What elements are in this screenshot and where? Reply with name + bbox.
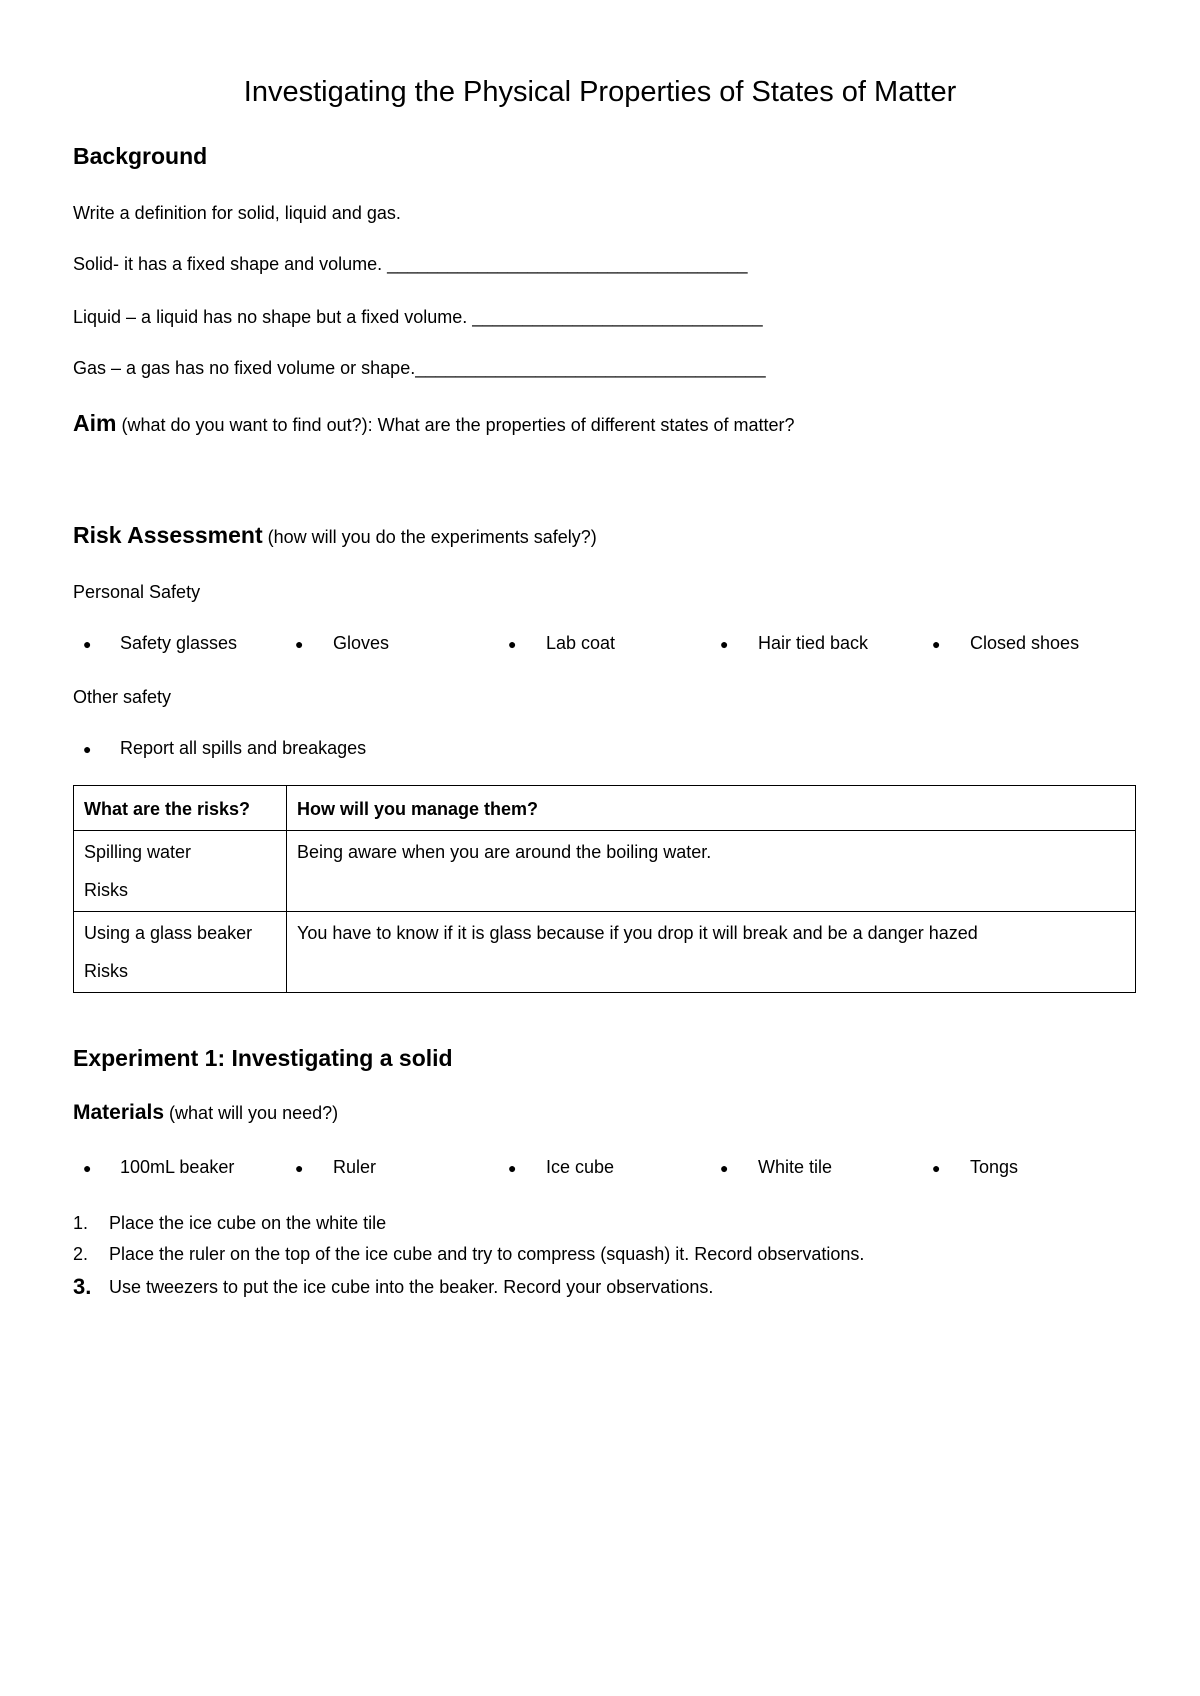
materials-heading-line bbox=[73, 1101, 338, 1125]
gas-definition: Gas – a gas has no fixed volume or shape.___________________________________ bbox=[73, 358, 766, 378]
materials-subheading: (what will you need?) bbox=[164, 1103, 339, 1123]
list-item: Ice cube bbox=[546, 1157, 615, 1177]
personal-safety-label: Personal Safety bbox=[73, 582, 201, 602]
risk-table bbox=[73, 785, 1136, 993]
table-header-risks: What are the risks? bbox=[74, 786, 287, 831]
experiment1-heading: Experiment 1: Investigating a solid bbox=[73, 1045, 453, 1071]
list-item: Lab coat bbox=[546, 633, 616, 653]
risk-label: Risks bbox=[84, 880, 128, 900]
table-row bbox=[74, 912, 1136, 993]
risk-name: Spilling water bbox=[84, 842, 192, 862]
list-item: Report all spills and breakages bbox=[120, 738, 367, 758]
bullet-icon: ● bbox=[720, 1160, 729, 1176]
manage-cell: Being aware when you are around the boiling water. bbox=[287, 831, 1136, 912]
bullet-icon: ● bbox=[83, 1160, 92, 1176]
risk-cell bbox=[74, 831, 287, 912]
materials-heading: Materials bbox=[73, 1101, 165, 1124]
bullet-icon: ● bbox=[720, 636, 729, 652]
step-number: 2. bbox=[73, 1244, 89, 1264]
list-item: Safety glasses bbox=[120, 633, 238, 653]
list-item: Ruler bbox=[333, 1157, 377, 1177]
manage-cell: You have to know if it is glass because if you drop it will break and be a danger hazed bbox=[287, 912, 1136, 993]
other-safety-label: Other safety bbox=[73, 687, 172, 707]
risk-assessment-heading-line bbox=[73, 522, 597, 549]
background-prompt: Write a definition for solid, liquid and gas. bbox=[73, 203, 401, 223]
bullet-icon: ● bbox=[295, 636, 304, 652]
bullet-icon: ● bbox=[83, 636, 92, 652]
page-title: Investigating the Physical Properties of States of Matter bbox=[243, 76, 957, 108]
bullet-icon: ● bbox=[508, 1160, 517, 1176]
aim-text: (what do you want to find out?): What are the properties of different states of matter? bbox=[116, 415, 795, 435]
step-number: 1. bbox=[73, 1213, 89, 1233]
bullet-icon: ● bbox=[83, 741, 92, 757]
step-text: Use tweezers to put the ice cube into the beaker. Record your observations. bbox=[109, 1277, 714, 1297]
list-item: 100mL beaker bbox=[120, 1157, 235, 1177]
solid-definition: Solid- it has a fixed shape and volume. ____________________________________ bbox=[73, 254, 748, 274]
list-item: Hair tied back bbox=[758, 633, 869, 653]
bullet-icon: ● bbox=[932, 636, 941, 652]
list-item: White tile bbox=[758, 1157, 833, 1177]
aim-line bbox=[73, 410, 795, 437]
bullet-icon: ● bbox=[508, 636, 517, 652]
bullet-icon: ● bbox=[932, 1160, 941, 1176]
list-item: Tongs bbox=[970, 1157, 1019, 1177]
risk-name: Using a glass beaker bbox=[84, 923, 253, 943]
table-header-manage: How will you manage them? bbox=[287, 786, 1136, 831]
list-item: Gloves bbox=[333, 633, 390, 653]
step-text: Place the ruler on the top of the ice cube and try to compress (squash) it. Record observations. bbox=[109, 1244, 865, 1264]
table-header-row bbox=[74, 786, 1136, 831]
risk-assessment-subheading: (how will you do the experiments safely?) bbox=[262, 527, 597, 547]
table-row bbox=[74, 831, 1136, 912]
background-heading: Background bbox=[73, 143, 208, 169]
bullet-icon: ● bbox=[295, 1160, 304, 1176]
list-item: Closed shoes bbox=[970, 633, 1080, 653]
step-text: Place the ice cube on the white tile bbox=[109, 1213, 387, 1233]
liquid-definition: Liquid – a liquid has no shape but a fixed volume. _____________________________ bbox=[73, 307, 763, 327]
risk-cell bbox=[74, 912, 287, 993]
aim-label: Aim bbox=[73, 410, 117, 436]
risk-assessment-heading: Risk Assessment bbox=[73, 522, 263, 548]
risk-label: Risks bbox=[84, 961, 128, 981]
step-number: 3. bbox=[73, 1274, 92, 1299]
